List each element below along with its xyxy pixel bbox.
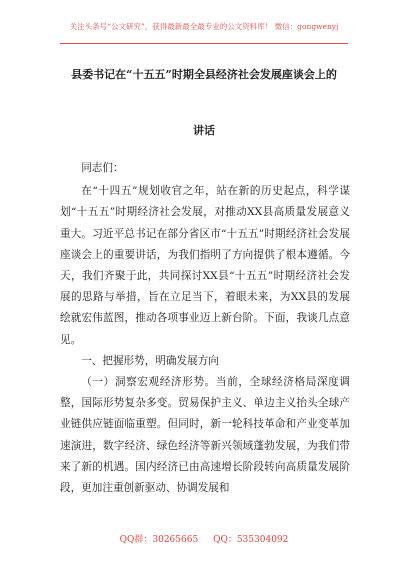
- header-divider: [60, 43, 348, 44]
- section-heading: 一、把握形势，明确发展方向: [81, 354, 219, 367]
- footer-qq-group: QQ群：30265665: [119, 535, 199, 545]
- header-banner: 关注头条号“公文研究”，获得最新最全最专业的公文资料库！ 微信：gongwenyj: [69, 22, 339, 31]
- salutation: 同志们：: [81, 162, 124, 174]
- document-title-continuation: 讲话: [193, 124, 215, 137]
- paragraph-intro: 在“十四五”规划收官之年，站在新的历史起点，科学谋划“十五五”时期经济社会发展，对推动XX县高质量发展意义重大。习近平总书记在部分省区市“十五五”时期经济社会发展座谈会上的重要讲话，为我们指明了方向提供了根本遵循。今天，我们齐聚于此，共同探讨XX县“十五五”时期经济社会发展的思路与举措，旨在立足当下，着眼未来，为XX县的发展绘就宏伟蓝图，推动各项事业迈上新台阶。下面，我谈几点意见。: [60, 185, 350, 346]
- paragraph-section-1-1: （一）洞察宏观经济形势。当前，全球经济格局深度调整，国际形势复杂多变。贸易保护主义、单边主义抬头全球产业链供应链面临重塑。但同时，新一轮科技革命和产业变革加速演进，数字经济、绿色经济等新兴领域蓬勃发展，为我们带来了新的机遇。国内经济已由高速增长阶段转向高质量发展阶段，更加注重创新驱动、协调发展和: [60, 376, 350, 495]
- document-title: 县委书记在“十五五”时期全县经济社会发展座谈会上的: [71, 68, 337, 81]
- document-body: [60, 158, 350, 499]
- footer-qq: QQ：535304092: [213, 535, 289, 545]
- footer: [0, 532, 408, 545]
